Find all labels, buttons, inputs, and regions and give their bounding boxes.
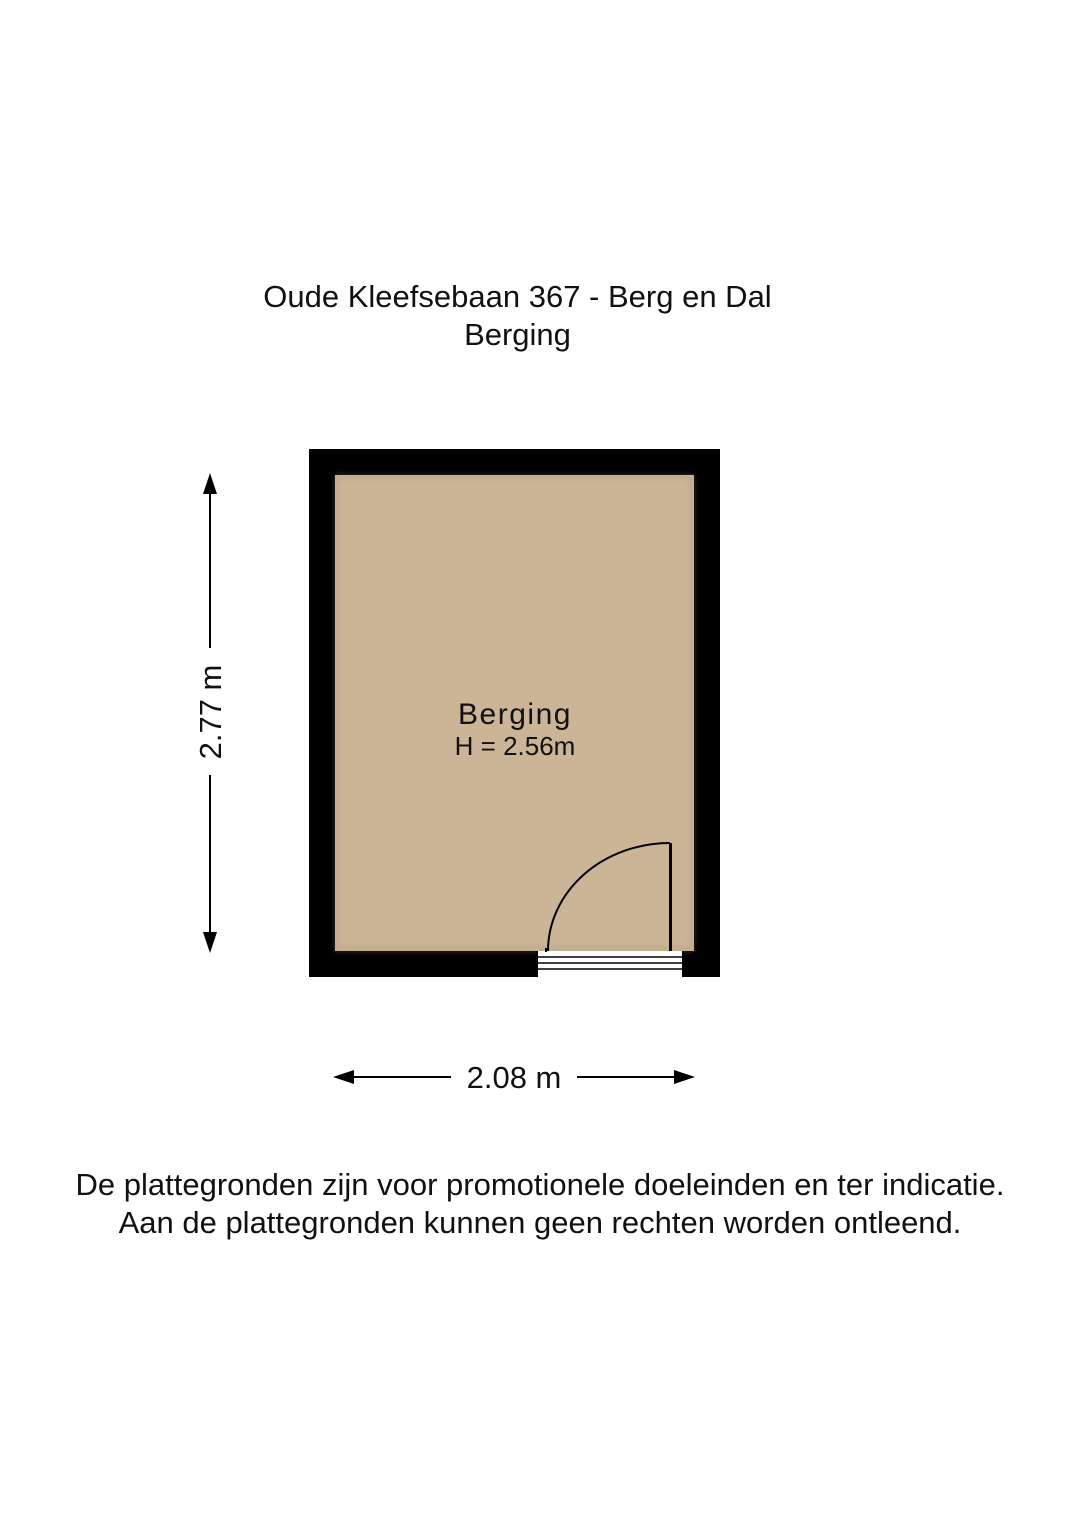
horizontal-dimension-label: 2.08 m (466, 1060, 562, 1095)
room-name-label: Berging (458, 698, 572, 731)
vertical-dimension-label: 2.77 m (193, 664, 228, 760)
arrow-right-icon (674, 1070, 695, 1084)
plan-address-title: Oude Kleefsebaan 367 - Berg en Dal (263, 279, 772, 314)
arrow-left-icon (333, 1070, 354, 1084)
arrow-down-icon (203, 932, 217, 953)
disclaimer-line-2: Aan de plattegronden kunnen geen rechten worden ontleend. (118, 1205, 962, 1240)
room-height-label: H = 2.56m (454, 731, 576, 761)
horizontal-dimension (333, 1060, 695, 1095)
door-leaf (669, 843, 672, 951)
arrow-up-icon (203, 473, 217, 494)
plan-floor-title: Berging (464, 317, 571, 352)
vertical-dimension (193, 473, 228, 953)
door-opening (537, 951, 683, 977)
disclaimer-line-1: De plattegronden zijn voor promotionele doeleinden en ter indicatie. (75, 1167, 1005, 1202)
